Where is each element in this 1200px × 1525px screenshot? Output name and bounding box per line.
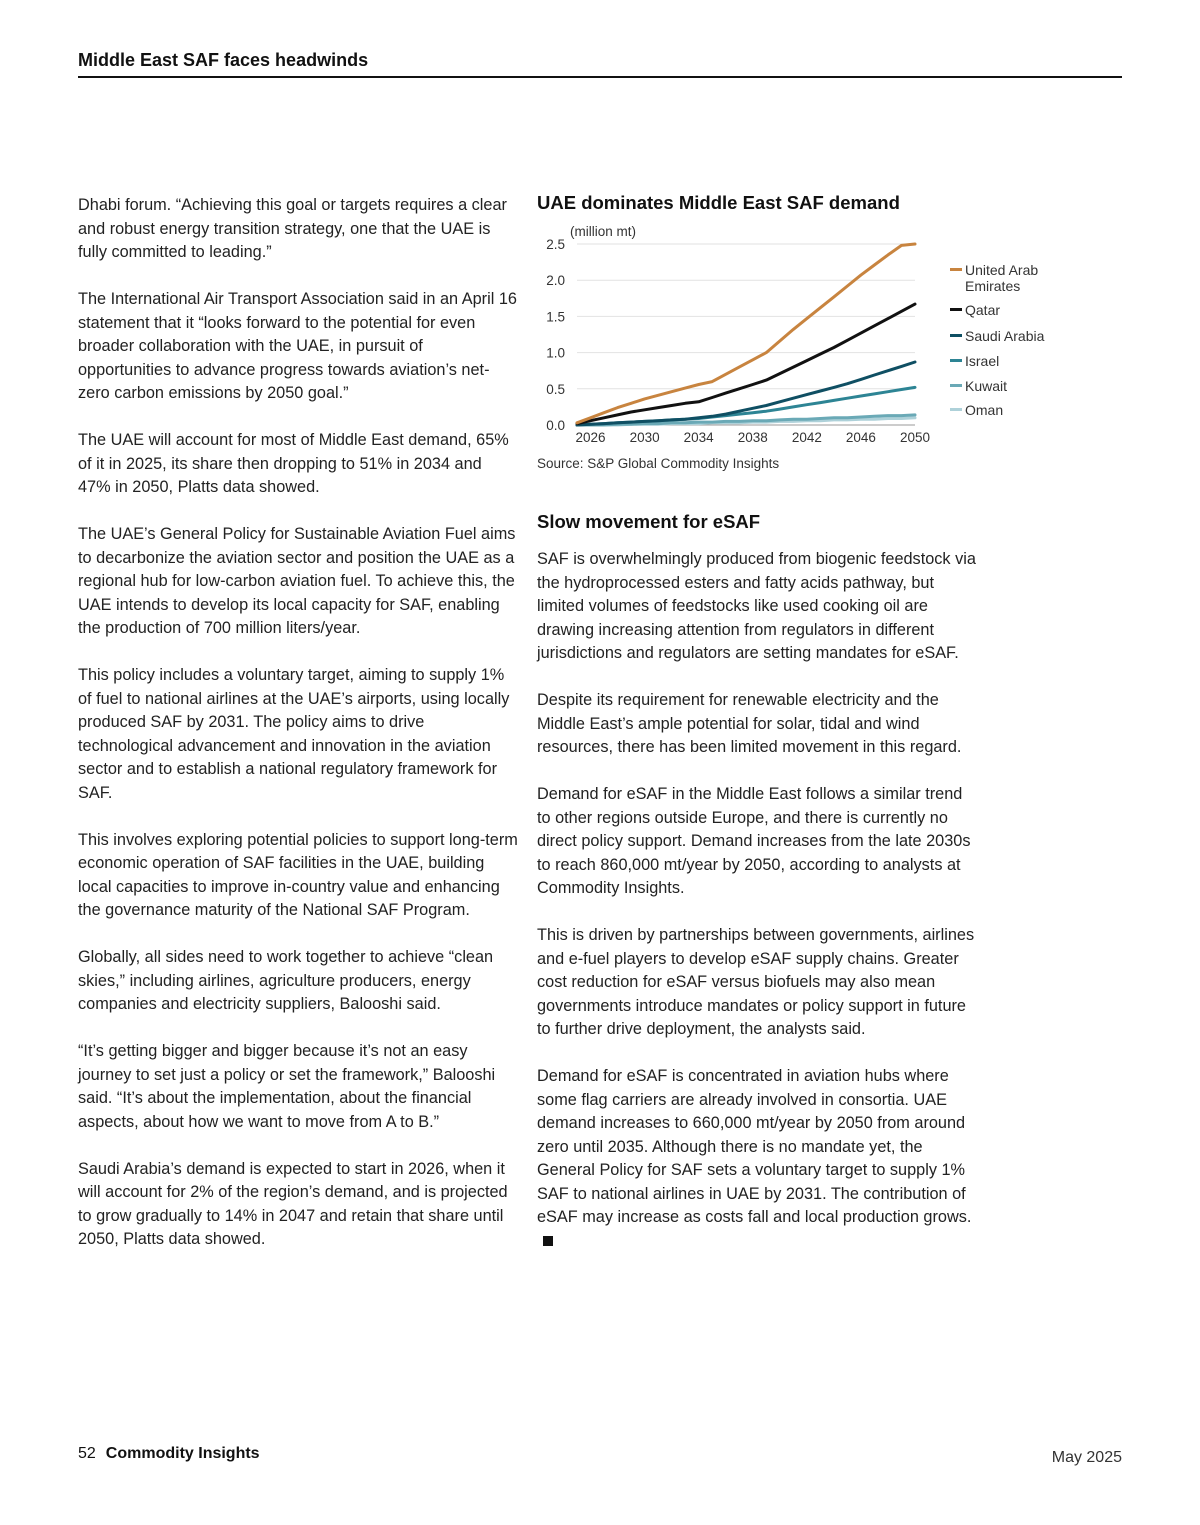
paragraph: Globally, all sides need to work together to achieve “clean skies,” including airlines, agriculture producers, energy companies and electricity suppliers, Balooshi said. xyxy=(78,948,494,1013)
paragraph: The UAE’s General Policy for Sustainable Aviation Fuel aims to decarbonize the aviation sector and position the UAE as a regional hub for low-carbon aviation fuel. To achieve this, the UAE intends to develop its local capacity for SAF, enabling the production of 700 million liters/year. xyxy=(78,525,516,637)
legend-swatch-uae xyxy=(950,268,962,271)
legend-swatch-kuwait xyxy=(950,384,962,387)
paragraph: This is driven by partnerships between governments, airlines and e-fuel players to develop eSAF supply chains. Greater cost reduction for eSAF versus biofuels may also mean governments introduce mandates or policy support in future to further drive deployment, the analysts said. xyxy=(537,926,975,1038)
section-title: Slow movement for eSAF xyxy=(537,511,761,532)
left-column xyxy=(78,194,518,1275)
end-of-article-mark xyxy=(543,1236,553,1246)
paragraph: SAF is overwhelmingly produced from biogenic feedstock via the hydroprocessed esters and fatty acids pathway, but limited volumes of feedstocks like used cooking oil are drawing increasing attention from regulators in different jurisdictions and regulators are setting mandates for eSAF. xyxy=(537,550,976,662)
x-tick-label: 2034 xyxy=(683,430,714,445)
y-tick-label: 2.0 xyxy=(546,273,565,289)
footer-date: May 2025 xyxy=(1051,1449,1122,1466)
legend-item-oman xyxy=(950,402,1070,418)
legend-label-israel: Israel xyxy=(965,353,1000,369)
chart-y-unit-label: (million mt) xyxy=(570,224,636,239)
paragraph: This policy includes a voluntary target, aiming to supply 1% of fuel to national airlines at the UAE’s airports, using locally produced SAF by 2031. The policy aims to drive technological advancement and innovation in the aviation sector and to establish a national regulatory framework for SAF. xyxy=(78,666,510,802)
right-column xyxy=(537,510,977,1277)
x-tick-label: 2038 xyxy=(737,430,768,445)
page-header-title: Middle East SAF faces headwinds xyxy=(78,50,369,70)
x-tick-label: 2046 xyxy=(845,430,876,445)
paragraph: “It’s getting bigger and bigger because it’s not an easy journey to set just a policy or set the framework,” Balooshi said. “It’s about the implementation, about the financial aspects, about how we want to move from A to B.” xyxy=(78,1042,496,1131)
paragraph xyxy=(537,1065,977,1253)
legend-swatch-qatar xyxy=(950,308,962,311)
legend-swatch-saudi-arabia xyxy=(950,334,962,337)
legend-label-saudi-arabia: Saudi Arabia xyxy=(965,328,1045,344)
legend-item-kuwait xyxy=(950,378,1070,394)
chart-title: UAE dominates Middle East SAF demand xyxy=(537,192,900,213)
legend-item-uae xyxy=(950,262,1070,294)
x-tick-label: 2026 xyxy=(575,430,606,445)
x-tick-label: 2030 xyxy=(629,430,660,445)
header-rule xyxy=(78,76,1122,78)
paragraph: Demand for eSAF in the Middle East follows a similar trend to other regions outside Europe, and there is currently no direct policy support. Demand increases from the late 2030s to reach 860,000 mt/year by 2050, according to analysts at Commodity Insights. xyxy=(537,785,971,897)
legend-item-israel xyxy=(950,353,1070,369)
legend-label-uae xyxy=(965,262,1038,294)
legend-label-oman: Oman xyxy=(965,402,1004,418)
y-tick-label: 1.5 xyxy=(546,309,565,325)
y-tick-label: 0.5 xyxy=(546,381,565,397)
legend-swatch-israel xyxy=(950,359,962,362)
footer-left xyxy=(78,1445,260,1463)
paragraph-text: Demand for eSAF is concentrated in aviation hubs where some flag carriers are already involved in consortia. UAE demand increases to 660,000 mt/year by 2050 from around zero until 2035. Although there is no mandate yet, the General Policy for SAF sets a voluntary target to supply 1% SAF to national airlines in UAE by 2031. The contribution of eSAF may increase as costs fall and local production grows. xyxy=(537,1067,972,1226)
line-chart xyxy=(530,230,940,450)
chart-legend xyxy=(950,262,1070,418)
legend-item-qatar xyxy=(950,302,1070,318)
y-tick-label: 2.5 xyxy=(546,237,565,252)
legend-label-qatar: Qatar xyxy=(965,302,1001,318)
paragraph: This involves exploring potential policies to support long-term economic operation of SAF facilities in the UAE, building local capacities to improve in-country value and enhancing the governance maturity of the National SAF Program. xyxy=(78,830,518,919)
legend-label-kuwait: Kuwait xyxy=(965,378,1008,394)
legend-label-part: United Arab xyxy=(965,262,1039,278)
paragraph: The International Air Transport Association said in an April 16 statement that it “looks forward to the potential for even broader collaboration with the UAE, in pursuit of opportunities to advance progress towards aviation’s net-zero carbon emissions by 2050 goal.” xyxy=(78,290,517,402)
legend-swatch-oman xyxy=(950,408,962,411)
legend-label-part: Emirates xyxy=(965,278,1021,294)
paragraph: Despite its requirement for renewable electricity and the Middle East’s ample potential for solar, tidal and wind resources, there has been limited movement in this regard. xyxy=(537,691,962,756)
paragraph: Dhabi forum. “Achieving this goal or targets requires a clear and robust energy transition strategy, one that the UAE is fully committed to leading.” xyxy=(78,196,507,261)
chart-source: Source: S&P Global Commodity Insights xyxy=(537,456,780,471)
y-tick-label: 1.0 xyxy=(546,345,565,361)
y-tick-label: 0.0 xyxy=(546,418,565,433)
x-tick-label: 2050 xyxy=(899,430,931,445)
x-tick-label: 2042 xyxy=(791,430,822,445)
legend-item-saudi-arabia xyxy=(950,328,1070,344)
footer-brand: Commodity Insights xyxy=(105,1445,260,1462)
page-number: 52 xyxy=(78,1445,96,1462)
paragraph: Saudi Arabia’s demand is expected to start in 2026, when it will account for 2% of the region’s demand, and is projected to grow gradually to 14% in 2047 and retain that share until 2050, Platts data showed. xyxy=(78,1159,508,1248)
paragraph: The UAE will account for most of Middle East demand, 65% of it in 2025, its share then dropping to 51% in 2034 and 47% in 2050, Platts data showed. xyxy=(78,431,509,496)
